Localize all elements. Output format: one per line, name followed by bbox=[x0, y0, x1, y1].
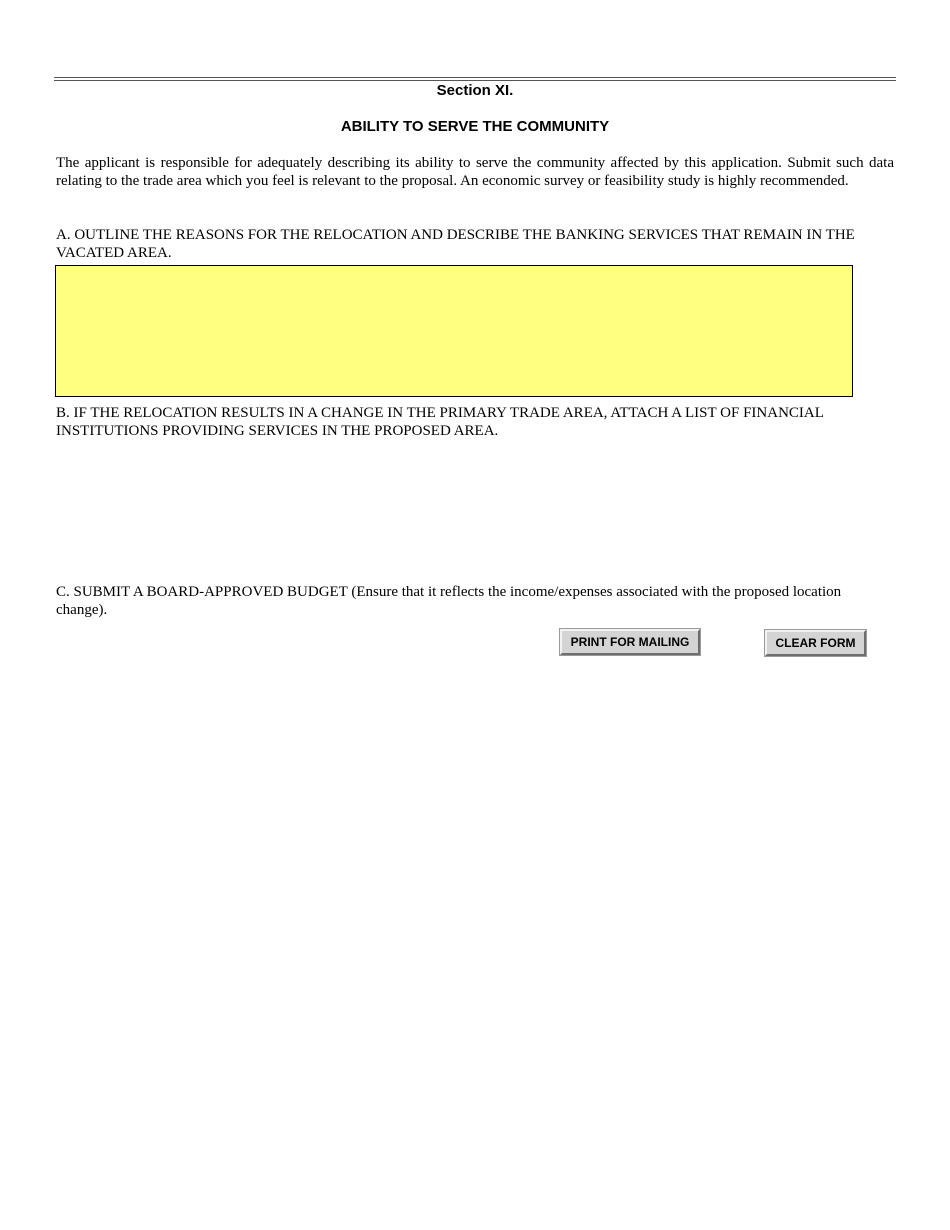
section-title: ABILITY TO SERVE THE COMMUNITY bbox=[340, 118, 610, 135]
question-a-label: A. OUTLINE THE REASONS FOR THE RELOCATION AND DESCRIBE THE BANKING SERVICES THAT REMAIN IN THE VACATED AREA. bbox=[56, 227, 855, 261]
question-c-label: C. SUBMIT A BOARD-APPROVED BUDGET (Ensure that it reflects the income/expenses associated with the proposed location change). bbox=[56, 584, 842, 618]
top-divider bbox=[54, 77, 896, 81]
intro-paragraph: The applicant is responsible for adequately describing its ability to serve the community affected by this application. Submit such data relating to the trade area which you feel is relevant to the proposal. An economic survey or feasibility study is highly recommended. bbox=[56, 155, 894, 189]
question-b-label: B. IF THE RELOCATION RESULTS IN A CHANGE IN THE PRIMARY TRADE AREA, ATTACH A LIST OF FINANCIAL INSTITUTIONS PROVIDING SERVICES IN THE PROPOSED AREA. bbox=[56, 405, 824, 439]
section-label: Section XI. bbox=[436, 82, 514, 99]
print-for-mailing-button[interactable]: PRINT FOR MAILING bbox=[560, 629, 700, 655]
question-a-answer-field[interactable] bbox=[55, 265, 853, 397]
clear-form-button[interactable]: CLEAR FORM bbox=[765, 630, 866, 656]
